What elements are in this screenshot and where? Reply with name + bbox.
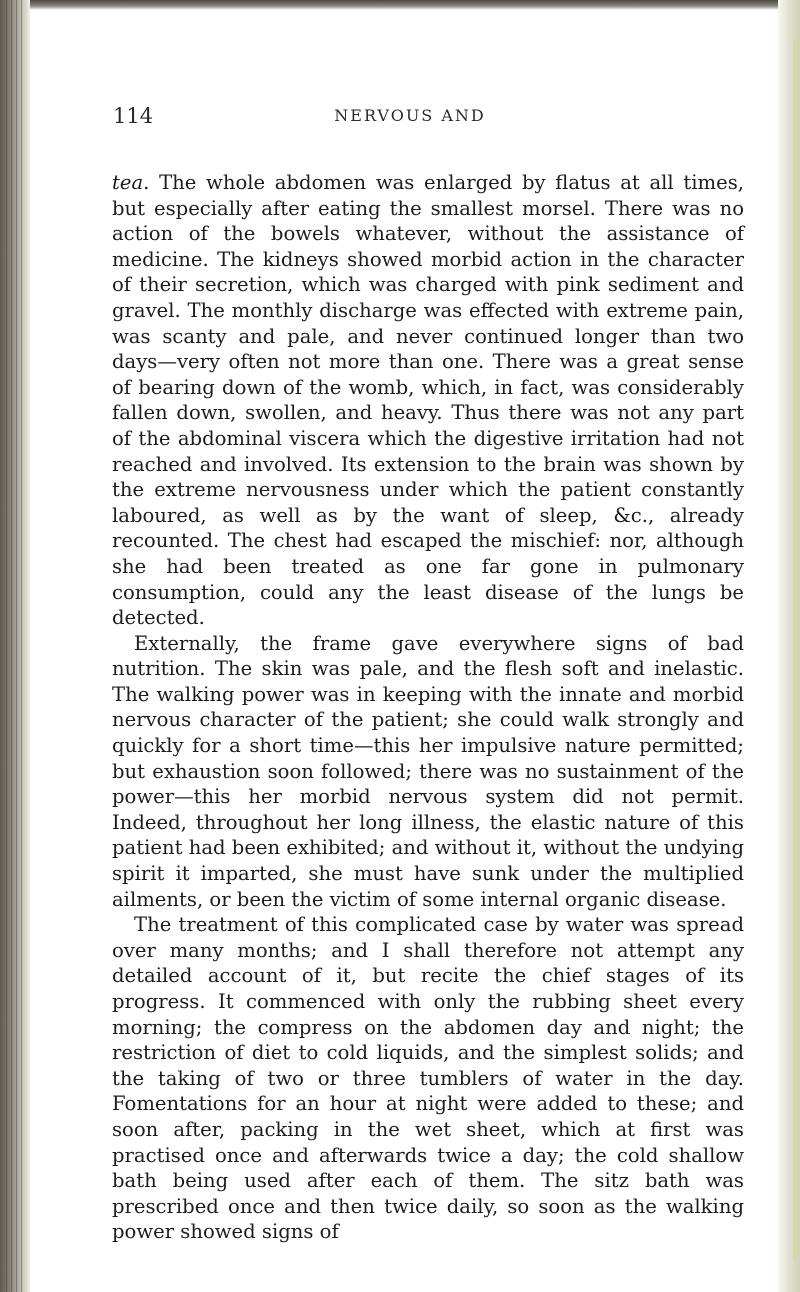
paragraph-2 — [112, 631, 744, 913]
page-header — [40, 104, 780, 134]
page-right-edge — [778, 0, 800, 1292]
page-edge-stripe — [793, 40, 797, 1260]
running-head: NERVOUS AND — [334, 106, 486, 125]
body-text — [112, 170, 744, 1245]
paragraph-text: The whole abdomen was enlarged by flatus at all times, but especially after eating the smallest morsel. There was no action of the bowels whatever, without the assistance of medicine. The kidneys showed morbid action in the character of their secretion, which was charged with pink sediment and gravel. The monthly discharge was effected with extreme pain, was scanty and pale, and never continued longer than two days—very often not more than one. There was a great sense of bearing down of the womb, which, in fact, was considerably fallen down, swollen, and heavy. Thus there was not any part of the abdominal viscera which the digestive irritation had not reached and involved. Its extension to the brain was shown by the extreme nervousness under which the patient constantly laboured, as well as by the want of sleep, &c., already recounted. The chest had escaped the mischief: nor, although she had been treated as one far gone in pulmonary consumption, could any the least disease of the lungs be detected. — [112, 171, 744, 630]
paragraph-text: Externally, the frame gave everywhere signs of bad nutrition. The skin was pale, and the flesh soft and inelastic. The walking power was in keeping with the innate and morbid nervous character of the patient; she could walk strongly and quickly for a short time—this her impulsive nature permitted; but exhaustion soon followed; there was no sustainment of the power—this her morbid nervous system did not permit. Indeed, throughout her long illness, the elastic nature of this patient had been exhibited; and without it, without the undying spirit it imparted, she must have sunk under the multiplied ailments, or been the victim of some internal organic disease. — [112, 631, 744, 911]
page-number: 114 — [113, 104, 154, 128]
paragraph-3 — [112, 912, 744, 1245]
paragraph-lead-italic: tea. — [112, 171, 150, 194]
book-binding-edge — [0, 0, 30, 1292]
paragraph-1 — [112, 170, 744, 631]
page-top-shadow — [0, 0, 800, 10]
book-page — [40, 10, 780, 1280]
binding-texture — [6, 0, 24, 1292]
paragraph-text: The treatment of this complicated case by water was spread over many months; and I shall therefore not attempt any detailed account of it, but recite the chief stages of its progress. It commenced with only the rubbing sheet every morning; the compress on the abdomen day and night; the restriction of diet to cold liquids, and the simplest solids; and the taking of two or three tumblers of water in the day. Fomentations for an hour at night were added to these; and soon after, packing in the wet sheet, which at first was practised once and afterwards twice a day; the cold shallow bath being used after each of them. The sitz bath was prescribed once and then twice daily, so soon as the walking power showed signs of — [112, 913, 744, 1244]
